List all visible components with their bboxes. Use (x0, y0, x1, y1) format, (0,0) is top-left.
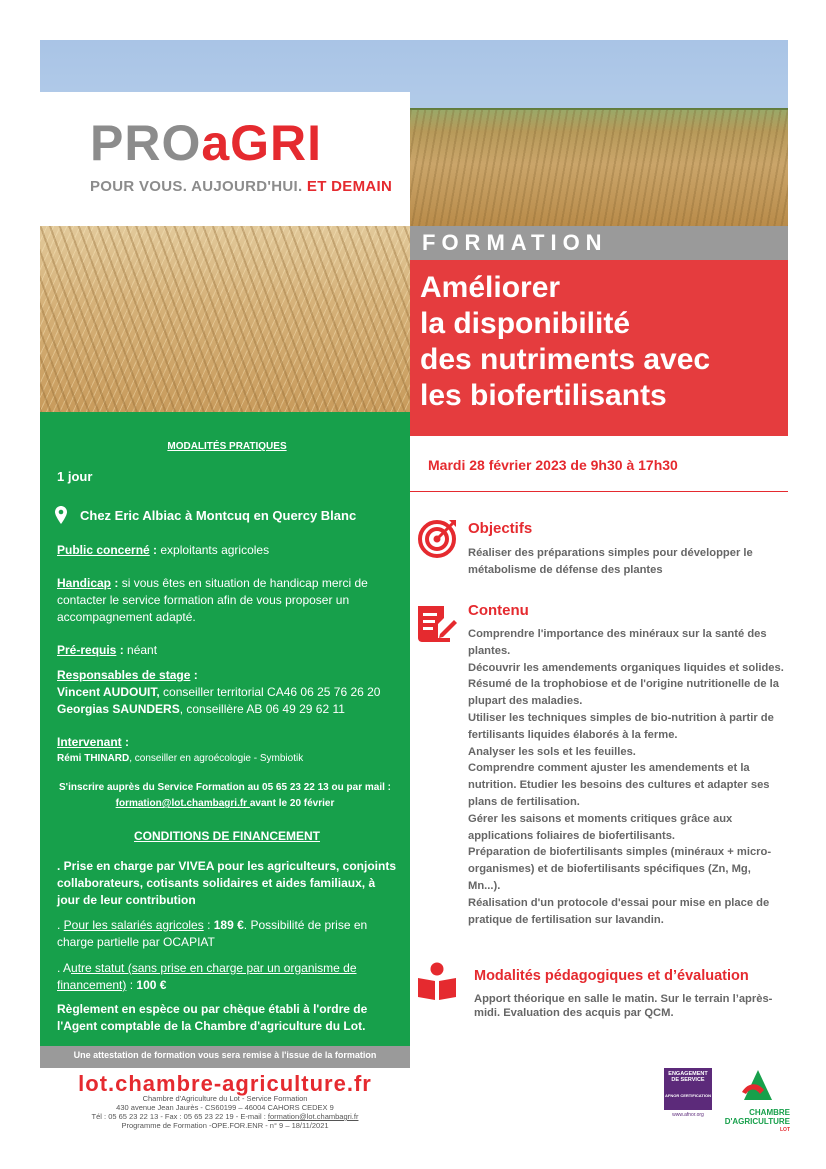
contenu-item: Gérer les saisons et moments critiques grâce aux applications foliaires de biofertilisants. (468, 812, 733, 842)
sep: : (116, 643, 128, 657)
objectifs-text: Réaliser des préparations simples pour développer le métabolisme de défense des plantes (468, 547, 753, 576)
inscription-email-link[interactable]: formation@lot.chambagri.fr (115, 798, 250, 809)
sep: : (121, 735, 130, 749)
contenu-item: Découvrir les amendements organiques liquides et solides. (468, 661, 784, 674)
badge-title (664, 1071, 712, 1099)
wheat-closeup-photo (40, 226, 410, 412)
sep: : (126, 978, 137, 992)
public-value: exploitants agricoles (160, 543, 270, 557)
prerequis (57, 642, 397, 659)
pedagogie-text: Apport théorique en salle le matin. Sur le terrain l’après-midi. Evaluation des acquis par QCM. (474, 993, 773, 1019)
responsable-info: , conseillère AB 06 49 29 62 11 (179, 702, 345, 716)
contenu-item: Utiliser les techniques simples de bio-nutrition à partir de fertilisants liquides élaborés à la ferme. (468, 711, 774, 741)
badge-engagement: ENGAGEMENT DE SERVICE (668, 1071, 708, 1083)
financement-autre (57, 960, 397, 994)
hero-wheat-field-photo (410, 110, 788, 230)
target-icon (418, 518, 458, 558)
prefix: . (57, 918, 64, 932)
handicap-value: si vous êtes en situation de handicap merci de contacter le service formation afin de vous proposer un accompagnement adapté. (57, 576, 368, 624)
prereq-value: néant (127, 643, 158, 657)
public-label: Public concerné (57, 543, 150, 557)
divider (410, 491, 788, 492)
tagline-grey: POUR VOUS. AUJOURD'HUI. (90, 178, 303, 195)
logo-pro: PRO (90, 115, 202, 171)
contenu-item: Comprendre comment ajuster les amendements et la nutrition. Etudier les besoins des cultures et adapter ses plans de fertilisation. (468, 762, 770, 808)
public-concerne (57, 542, 397, 559)
title-line: les biofertilisants (420, 379, 667, 412)
autre-label: utre statut (sans prise en charge par un organisme de financement) (57, 961, 357, 992)
financement-salaries (57, 917, 397, 951)
reglement: Règlement en espèce ou par chèque établi à l'ordre de l'Agent comptable de la Chambre d'agriculture du Lot. (57, 1002, 368, 1033)
duration: 1 jour (57, 469, 93, 484)
objectifs-title: Objectifs (468, 520, 533, 537)
inscription-text: S'inscrire auprès du Service Formation au 05 65 23 22 13 ou par mail : (59, 782, 391, 793)
footer-line: 430 avenue Jean Jaurès - CS60199 – 46004 CAHORS CEDEX 9 (116, 1103, 334, 1112)
logo-agri: aGRI (201, 115, 323, 171)
footer-contact: Tél : 05 65 23 22 13 - Fax : 05 65 23 22 19 - E-mail : (91, 1112, 268, 1121)
title-line: la disponibilité (420, 307, 631, 340)
contenu-title: Contenu (468, 602, 529, 619)
autre-price: 100 € (136, 978, 167, 992)
contenu-item: Résumé de la trophobiose et de l'origine nutritionelle de la plupart des maladies. (468, 678, 779, 708)
responsables (57, 667, 397, 718)
salaries-label: Pour les salariés agricoles (63, 918, 204, 932)
title-line: des nutriments avec (420, 343, 711, 376)
proagri-logo (90, 115, 323, 171)
handicap (57, 575, 397, 626)
contenu-item: Préparation de biofertilisants simples (minéraux + micro-organismes) et de biofertilisants spécifiques (Zn, Mg, Mn...). (468, 846, 772, 892)
responsable-info: conseiller territorial CA46 06 25 76 26 20 (159, 685, 381, 699)
sep: : (203, 918, 214, 932)
salaries-price: 189 € (213, 918, 244, 932)
sep: : (149, 543, 161, 557)
location: Chez Eric Albiac à Montcuq en Quercy Blanc (80, 508, 357, 523)
badge-url: www.afnor.org (672, 1112, 704, 1118)
footer-line: Chambre d'Agriculture du Lot - Service Formation (142, 1094, 308, 1103)
financement-heading: CONDITIONS DE FINANCEMENT (134, 829, 320, 843)
attestation-note: Une attestation de formation vous sera remise à l'issue de la formation (73, 1050, 377, 1060)
handicap-label: Handicap (57, 576, 112, 590)
chambre-agriculture-logo-icon (736, 1070, 776, 1106)
formation-label: FORMATION (422, 230, 608, 255)
inscription (50, 780, 400, 812)
intervenant-info: , conseiller en agroécologie - Symbiotik (129, 753, 304, 764)
title-line: Améliorer (420, 271, 561, 304)
contenu-item: Analyser les sols et les feuilles. (468, 745, 636, 758)
inscription-deadline: avant le 20 février (249, 798, 335, 809)
contenu-list (468, 626, 786, 928)
intervenant (57, 734, 397, 766)
document-edit-icon (416, 604, 458, 644)
contenu-item: Réalisation d'un protocole d'essai pour mise en place de pratique de fertilisation sur lavandin. (468, 896, 770, 926)
badge-afnor: AFNOR CERTIFICATION (665, 1093, 711, 1098)
logo-tagline (90, 178, 392, 195)
intervenant-label: Intervenant (57, 735, 122, 749)
chambre-agriculture-logo-text: CHAMBRE D'AGRICULTURE (724, 1108, 790, 1126)
modalites-heading: MODALITÉS PRATIQUES (167, 441, 287, 452)
session-date: Mardi 28 février 2023 de 9h30 à 17h30 (428, 457, 678, 473)
website-link[interactable]: lot.chambre-agriculture.fr (78, 1071, 372, 1096)
intervenant-name: Rémi THINARD (57, 753, 130, 764)
salaries-note: . Possibilité de prise en charge partielle par OCAPIAT (57, 918, 368, 949)
sep: : (190, 668, 198, 682)
chambre-agriculture-lot: LOT (780, 1127, 790, 1133)
responsable-name: Vincent AUDOUIT, (57, 685, 160, 699)
financement-vivea: . Prise en charge par VIVEA pour les agriculteurs, conjoints collaborateurs, cotisants solidaires et aides familiaux, à jour de leur contribution (57, 859, 396, 907)
tagline-red: ET DEMAIN (306, 178, 393, 195)
contenu-item: Comprendre l'importance des minéraux sur la santé des plantes. (468, 628, 767, 657)
reader-icon (416, 962, 458, 1002)
responsable-name: Georgias SAUNDERS (57, 702, 180, 716)
page-title (420, 270, 780, 414)
prefix: . A (57, 961, 72, 975)
responsables-label: Responsables de stage (57, 668, 191, 682)
footer-email-link[interactable]: formation@lot.chambagri.fr (267, 1112, 359, 1121)
prereq-label: Pré-requis (57, 643, 117, 657)
map-pin-icon (55, 506, 67, 524)
pedagogie-title: Modalités pédagogiques et d’évaluation (474, 968, 749, 984)
footer-line: Programme de Formation -OPE.FOR.ENR - n° 9 – 18/11/2021 (121, 1121, 329, 1130)
sep: : (111, 576, 122, 590)
footer-line (40, 1112, 410, 1121)
